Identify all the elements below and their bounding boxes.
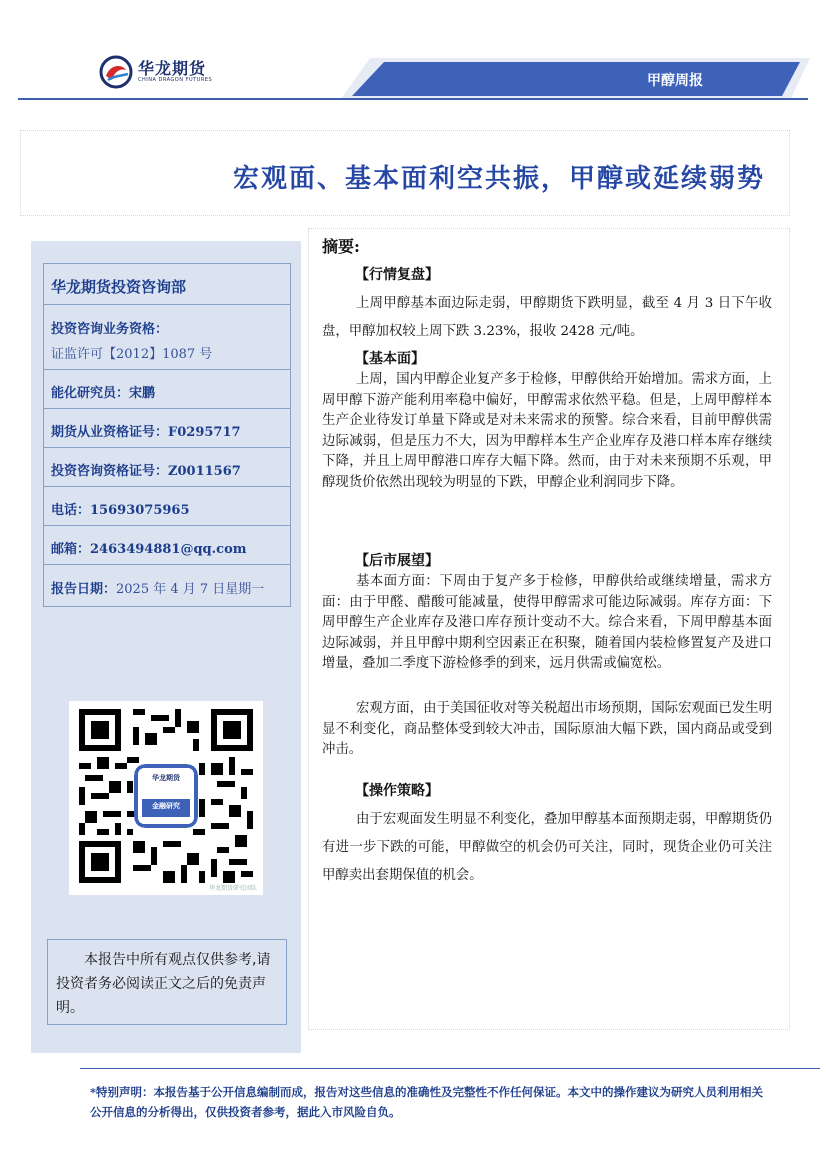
dragon-logo-icon (98, 54, 134, 90)
outlook-text-2: 宏观方面，由于美国征收对等关税超出市场预期，国际宏观面已发生明显不利变化，商品整体受到较大冲击，国际原油大幅下跌，国内商品或受到冲击。 (322, 701, 772, 757)
sidebar (31, 241, 301, 1053)
section-outlook-header: 【后市展望】 (355, 553, 439, 569)
info-row-date (44, 565, 290, 605)
qr-code-icon (79, 709, 253, 883)
phone-value: 15693075965 (90, 503, 190, 518)
qr-center-sub: 金融研究 (152, 802, 180, 810)
qualification-label: 投资咨询业务资格： (51, 322, 169, 337)
logo-english-name: CHINA DRAGON FUTURES (138, 77, 213, 83)
futures-cert-value: F0295717 (168, 425, 241, 440)
info-row-department (44, 264, 290, 305)
info-row-email (44, 526, 290, 565)
page-title: 宏观面、基本面利空共振，甲醇或延续弱势 (232, 164, 765, 194)
email-label: 邮箱： (51, 542, 91, 557)
qr-code (69, 701, 263, 895)
futures-cert-label: 期货从业资格证号： (51, 425, 169, 440)
qr-caption: 华龙期货研究团队 (208, 885, 257, 892)
disclaimer-box (47, 939, 287, 1025)
info-row-researcher (44, 370, 290, 409)
researcher-name: 宋鹏 (129, 386, 156, 401)
date-label: 报告日期： (51, 582, 117, 597)
email-value: 2463494881@qq.com (90, 542, 247, 557)
fundamentals-text: 上周，国内甲醇企业复产多于检修，甲醇供给开始增加。需求方面，上周甲醇下游产能利用率稳中偏好，甲醇需求依然平稳。但是，上周甲醇样本生产企业待发订单量下降或是对未来需求的预警。综合来看，目前甲醇供需边际减弱，但是压力不大，因为甲醇样本生产企业库存及港口样本库存继续下降，并且上周甲醇港口库存大幅下降。然而，由于对未来预期不乐观，甲醇现货价依然出现较为明显的下跌，甲醇企业利润同步下降。 (322, 372, 772, 490)
department-name: 华龙期货投资咨询部 (51, 278, 187, 296)
page-header (0, 0, 826, 110)
info-row-futures-cert (44, 409, 290, 448)
advisory-cert-value: Z0011567 (168, 464, 241, 479)
header-divider (18, 98, 808, 100)
section-market-review-header: 【行情复盘】 (355, 267, 439, 283)
qualification-value: 证监许可【2012】1087 号 (51, 347, 213, 362)
special-notice: *特别声明：本报告基于公开信息编制而成，报告对这些信息的准确性及完整性不作任何保证。本文中的操作建议为研究人员利用相关公开信息的分析得出，仅供投资者参考，据此入市风险自负。 (90, 1085, 764, 1119)
qr-center-brand: 华龙期货 (152, 774, 180, 782)
info-row-phone (44, 487, 290, 526)
info-row-qualification (44, 305, 290, 370)
info-row-advisory-cert (44, 448, 290, 487)
footer-divider (80, 1068, 820, 1069)
logo-chinese-name: 华龙期货 (138, 59, 207, 78)
report-type-label: 甲醇周报 (647, 73, 703, 89)
analyst-info-box (43, 263, 291, 607)
outlook-text-1: 基本面方面：下周由于复产多于检修，甲醇供给或继续增量，需求方面：由于甲醛、醋酸可能减量，使得甲醇需求可能边际减弱。库存方面：下周甲醇生产企业库存及港口库存预计变动不大。综合来看，下周甲醇基本面边际减弱，并且甲醇中期利空因素正在积聚，随着国内装检修置复产及进口增量，叠加二季度下游检修季的到来，远月供需或偏宽松。 (322, 574, 772, 671)
strategy-text: 由于宏观面发生明显不利变化，叠加甲醇基本面预期走弱，甲醇期货仍有进一步下跌的可能，甲醇做空的机会仍可关注，同时，现货企业仍可关注甲醇卖出套期保值的机会。 (322, 812, 772, 883)
advisory-cert-label: 投资咨询资格证号： (51, 464, 169, 479)
section-fundamentals-header: 【基本面】 (355, 351, 425, 367)
disclaimer-text: 本报告中所有观点仅供参考,请投资者务必阅读正文之后的免责声明。 (56, 952, 271, 1016)
phone-label: 电话： (51, 503, 91, 518)
company-logo (98, 54, 218, 94)
date-value: 2025 年 4 月 7 日星期一 (116, 582, 265, 597)
market-review-text: 上周甲醇基本面边际走弱，甲醇期货下跌明显，截至 4 月 3 日下午收盘，甲醇加权较上周下跌 3.23%，报收 2428 元/吨。 (322, 296, 772, 339)
researcher-label: 能化研究员： (51, 386, 130, 401)
section-strategy-header: 【操作策略】 (355, 783, 439, 799)
abstract-label: 摘要: (322, 237, 360, 256)
